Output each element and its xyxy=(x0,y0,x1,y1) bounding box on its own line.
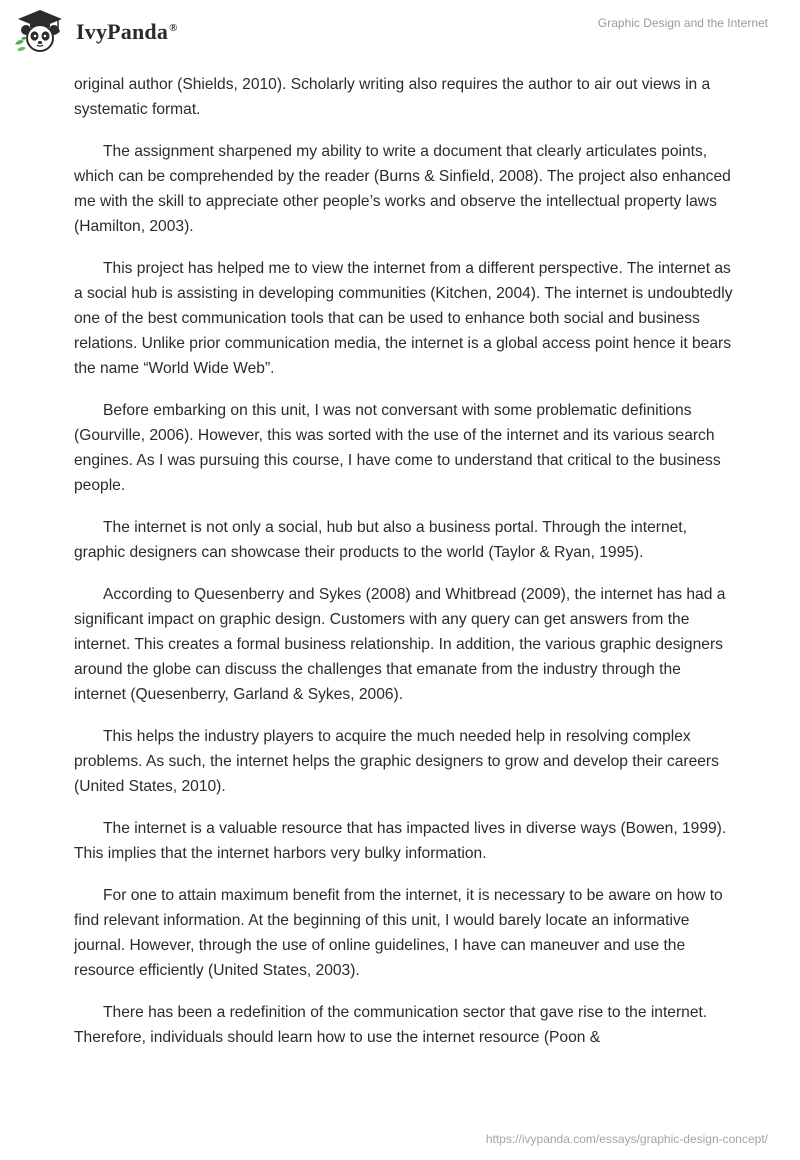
paragraph: This helps the industry players to acquire the much needed help in resolving complex problems. As such, the internet helps the graphic designers to grow and develop their careers (United States, 2010). xyxy=(74,728,719,795)
paragraph: The assignment sharpened my ability to write a document that clearly articulates points, which can be comprehended by the reader (Burns & Sinfield, 2008). The project also enhanced me with the skill to appreciate other people’s works and observe the intellectual property laws (Hamilton, 2003). xyxy=(74,143,731,235)
paragraph: This project has helped me to view the internet from a different perspective. The internet as a social hub is assisting in developing communities (Kitchen, 2004). The internet is undoubtedly one of the best communication tools that can be used to enhance both social and business relations. Unlike prior communication media, the internet is a global access point hence it bears the name “World Wide Web”. xyxy=(74,260,733,377)
document-title: Graphic Design and the Internet xyxy=(597,16,768,30)
paragraph: original author (Shields, 2010). Scholarly writing also requires the author to air out views in a systematic format. xyxy=(74,76,711,118)
brand-logo[interactable] xyxy=(12,8,178,54)
brand-name-text: IvyPanda xyxy=(76,19,169,44)
panda-graduate-icon xyxy=(12,8,68,54)
paragraph: The internet is not only a social, hub but also a business portal. Through the internet, graphic designers can showcase their products to the world (Taylor & Ryan, 1995). xyxy=(74,519,687,561)
paragraph: Before embarking on this unit, I was not conversant with some problematic definitions (Gourville, 2006). However, this was sorted with the use of the internet and its various search engines. As I was pursuing this course, I have come to understand that critical to the business people. xyxy=(74,402,721,494)
paragraph: For one to attain maximum benefit from the internet, it is necessary to be aware on how to find relevant information. At the beginning of this unit, I would barely locate an informative journal. However, through the use of online guidelines, I have can maneuver and use the resource efficiently (United States, 2003). xyxy=(74,887,723,979)
page-header xyxy=(0,0,800,62)
essay-body xyxy=(74,72,734,1067)
registered-mark: ® xyxy=(169,21,178,34)
brand-name xyxy=(76,19,178,45)
source-url-link[interactable]: https://ivypanda.com/essays/graphic-design-concept/ xyxy=(485,1132,768,1146)
paragraph: According to Quesenberry and Sykes (2008) and Whitbread (2009), the internet has had a significant impact on graphic design. Customers with any query can get answers from the internet. This creates a formal business relationship. In addition, the various graphic designers around the globe can discuss the challenges that emanate from the industry through the internet (Quesenberry, Garland & Sykes, 2006). xyxy=(74,586,726,703)
paragraph: There has been a redefinition of the communication sector that gave rise to the internet. Therefore, individuals should learn how to use the internet resource (Poon & xyxy=(74,1004,708,1046)
paragraph: The internet is a valuable resource that has impacted lives in diverse ways (Bowen, 1999). This implies that the internet harbors very bulky information. xyxy=(74,820,727,862)
